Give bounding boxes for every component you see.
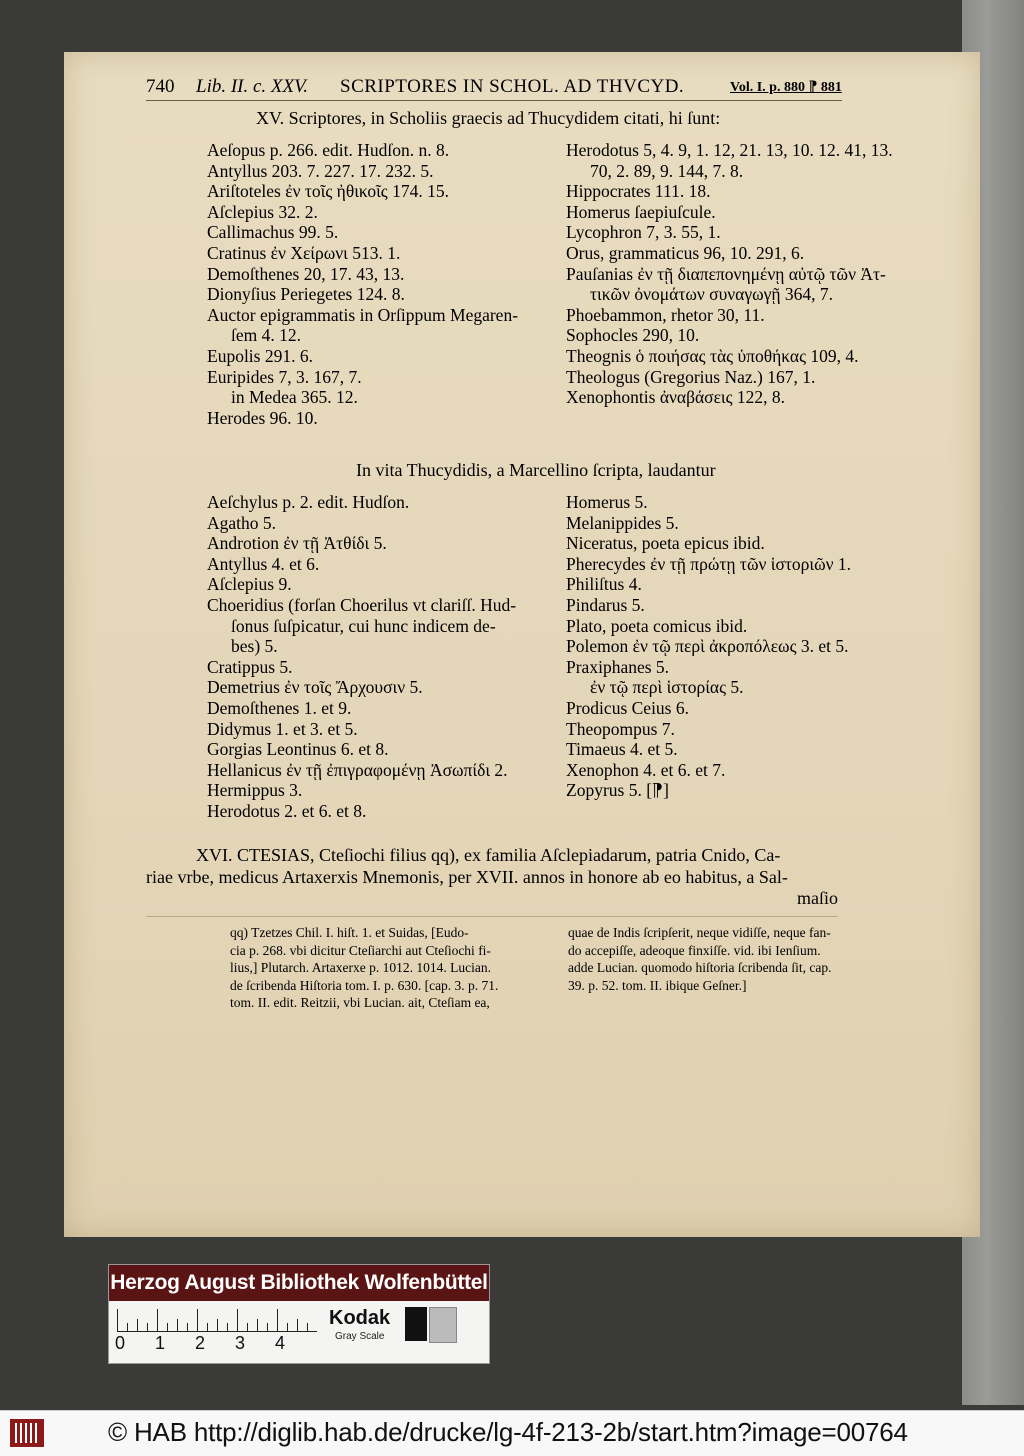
viewer-footer (0, 1410, 1024, 1456)
index-entry: Xenophon 4. et 6. et 7. (566, 759, 726, 780)
index-entry: Herodes 96. 10. (207, 407, 318, 428)
head-rule (146, 100, 842, 101)
index-entry: τικῶν ὀνομάτων συναγωγῇ 364, 7. (590, 284, 833, 305)
footnote-line: do accepiſſe, adeoque finxiſſe. vid. ibi Ienſium. (568, 942, 821, 958)
index-entry: Choeridius (forſan Choerilus vt clariſſ. Hud- (207, 594, 517, 615)
footnote-line: qq) Tzetzes Chil. I. hiſt. 1. et Suidas, [Eudo- (230, 925, 469, 940)
index-entry: ἐν τῷ περὶ ἱστορίας 5. (590, 677, 744, 698)
index-entry: Zopyrus 5. [⁋] (566, 780, 669, 801)
footnote-line: tom. II. edit. Reitzii, vbi Lucian. ait, Cteſiam ea, (230, 995, 490, 1010)
index-entry: in Medea 365. 12. (231, 387, 358, 408)
index-entry: Euripides 7, 3. 167, 7. (207, 366, 362, 387)
index-entry: Homerus 5. (566, 492, 648, 512)
index-entry: Theologus (Gregorius Naz.) 167, 1. (566, 366, 816, 387)
ruler-number: 0 (115, 1333, 126, 1353)
footnote-left-column (230, 924, 498, 1012)
index-entry: Cratinus ἐν Χείρωνι 513. 1. (207, 242, 401, 263)
paragraph-line: XVI. CTESIAS, Cteſiochi filius qq), ex familia Aſclepiadarum, patria Cnido, Ca- (196, 845, 781, 865)
footnote-line: quae de Indis ſcripſerit, neque vidiſſe, neque fan- (568, 925, 831, 940)
index-entry: Demoſthenes 20, 17. 43, 13. (207, 263, 405, 284)
footnote-line: de ſcribenda Hiſtoria tom. I. p. 630. [cap. 3. p. 71. (230, 977, 499, 993)
index-entry: Hippocrates 111. 18. (566, 181, 711, 202)
ruler-number: 2 (195, 1333, 206, 1353)
index-entry: Xenophontis ἀναβάσεις 122, 8. (566, 387, 786, 408)
index-entry: Philiſtus 4. (566, 574, 642, 595)
index-entry: Aſclepius 9. (207, 574, 292, 595)
catchword: maſio (797, 888, 838, 908)
index-entry: Theognis ὁ ποιήσας τὰς ὑποθήκας 109, 4. (566, 345, 859, 366)
scale-ruler (117, 1309, 317, 1332)
section-vita-right-column (566, 492, 851, 801)
index-entry: ſem 4. 12. (231, 325, 301, 346)
index-entry: Pauſanias ἐν τῇ διαπεπονημένῃ αὐτῷ τῶν Ἀτ- (566, 263, 886, 284)
section-xv-right-column (566, 140, 893, 408)
index-entry: Antyllus 4. et 6. (207, 553, 320, 574)
gray-patch-black (405, 1307, 427, 1341)
index-entry: Didymus 1. et 3. et 5. (207, 718, 358, 739)
paragraph-line: riae vrbe, medicus Artaxerxis Mnemonis, per XVII. annos in honore ab eo habitus, a Sal- (146, 866, 788, 887)
section-xv-left-column (207, 140, 518, 428)
index-entry: Ariſtoteles ἐν τοῖς ἠθικοῖς 174. 15. (207, 181, 449, 202)
index-entry: Agatho 5. (207, 512, 277, 533)
index-entry: Sophocles 290, 10. (566, 325, 700, 346)
ruler-number: 1 (155, 1333, 166, 1353)
index-entry: Aſclepius 32. 2. (207, 201, 318, 222)
index-entry: Melanippides 5. (566, 512, 679, 533)
footnote-line: 39. p. 52. tom. II. ibique Geſner.] (568, 977, 747, 993)
index-entry: Auctor epigrammatis in Orſippum Megaren- (207, 304, 519, 325)
kodak-logo: Kodak (329, 1307, 391, 1329)
index-entry: Aeſchylus p. 2. edit. Hudſon. (207, 492, 410, 512)
index-entry: Lycophron 7, 3. 55, 1. (566, 222, 721, 243)
index-entry: 70, 2. 89, 9. 144, 7. 8. (590, 160, 744, 181)
index-entry: Dionyſius Periegetes 124. 8. (207, 284, 405, 305)
library-name: Herzog August Bibliothek Wolfenbüttel (109, 1265, 489, 1301)
gray-patch-light (429, 1307, 457, 1343)
ruler-number: 3 (235, 1333, 246, 1353)
footnote-line: adde Lucian. quomodo hiſtoria ſcribenda ſit, cap. (568, 960, 832, 975)
footnote-line: lius,] Plutarch. Artaxerxe p. 1012. 1014. Lucian. (230, 960, 491, 975)
book-chapter: Lib. II. c. XXV. (196, 76, 309, 97)
source-link[interactable]: © HAB http://diglib.hab.de/drucke/lg-4f-213-2b/start.htm?image=00764 (108, 1417, 908, 1447)
index-entry: Cratippus 5. (207, 656, 293, 677)
page-number: 740 (146, 76, 175, 97)
index-entry: Gorgias Leontinus 6. et 8. (207, 739, 389, 760)
footnote-right-column (568, 924, 832, 994)
index-entry: Theopompus 7. (566, 718, 675, 739)
ruler-number: 4 (275, 1333, 286, 1353)
section-vita-heading: In vita Thucydidis, a Marcellino ſcripta, laudantur (356, 460, 716, 480)
section-vita-left-column (207, 492, 516, 822)
footnote-rule (146, 916, 838, 917)
index-entry: Phoebammon, rhetor 30, 11. (566, 304, 765, 325)
index-entry: Plato, poeta comicus ibid. (566, 615, 748, 636)
index-entry: Hellanicus ἐν τῇ ἐπιγραφομένῃ Ἀσωπίδι 2. (207, 759, 508, 780)
index-entry: Timaeus 4. et 5. (566, 739, 678, 760)
index-entry: Herodotus 2. et 6. et 8. (207, 800, 367, 821)
index-entry: Praxiphanes 5. (566, 656, 670, 677)
index-entry: Hermippus 3. (207, 780, 303, 801)
gray-scale-label: Gray Scale (335, 1331, 385, 1342)
index-entry: Antyllus 203. 7. 227. 17. 232. 5. (207, 160, 434, 181)
index-entry: Eupolis 291. 6. (207, 345, 313, 366)
index-entry: Androtion ἐν τῇ Ἀτθίδι 5. (207, 533, 387, 554)
index-entry: bes) 5. (231, 636, 278, 657)
index-entry: Pindarus 5. (566, 594, 645, 615)
footnote-line: cia p. 268. vbi dicitur Cteſiarchi aut Cteſiochi fi- (230, 942, 491, 958)
section-xv-heading: XV. Scriptores, in Scholiis graecis ad Thucydidem citati, hi ſunt: (256, 108, 721, 128)
section-xvi-paragraph (146, 845, 838, 910)
index-entry: Polemon ἐν τῷ περὶ ἀκροπόλεως 3. et 5. (566, 636, 849, 657)
index-entry: Herodotus 5, 4. 9, 1. 12, 21. 13, 10. 12. 41, 13. (566, 140, 893, 160)
index-entry: Aeſopus p. 266. edit. Hudſon. n. 8. (207, 140, 450, 160)
index-entry: Callimachus 99. 5. (207, 222, 339, 243)
library-color-stamp (108, 1264, 490, 1364)
index-entry: Pherecydes ἐν τῇ πρώτῃ τῶν ἱστοριῶν 1. (566, 553, 852, 574)
index-entry: Demetrius ἐν τοῖς Ἄρχουσιν 5. (207, 677, 423, 698)
index-entry: Orus, grammaticus 96, 10. 291, 6. (566, 242, 805, 263)
running-title: SCRIPTORES IN SCHOL. AD THVCYD. (340, 76, 685, 97)
index-entry: Prodicus Ceius 6. (566, 697, 689, 718)
volume-reference: Vol. I. p. 880 ⁋ 881 (730, 80, 842, 95)
index-entry: Niceratus, poeta epicus ibid. (566, 533, 765, 554)
index-entry: Demoſthenes 1. et 9. (207, 697, 352, 718)
index-entry: ſonus ſuſpicatur, cui hunc indicem de- (231, 615, 496, 636)
index-entry: Homerus ſaepiuſcule. (566, 201, 716, 222)
hab-logo-icon (10, 1419, 44, 1447)
